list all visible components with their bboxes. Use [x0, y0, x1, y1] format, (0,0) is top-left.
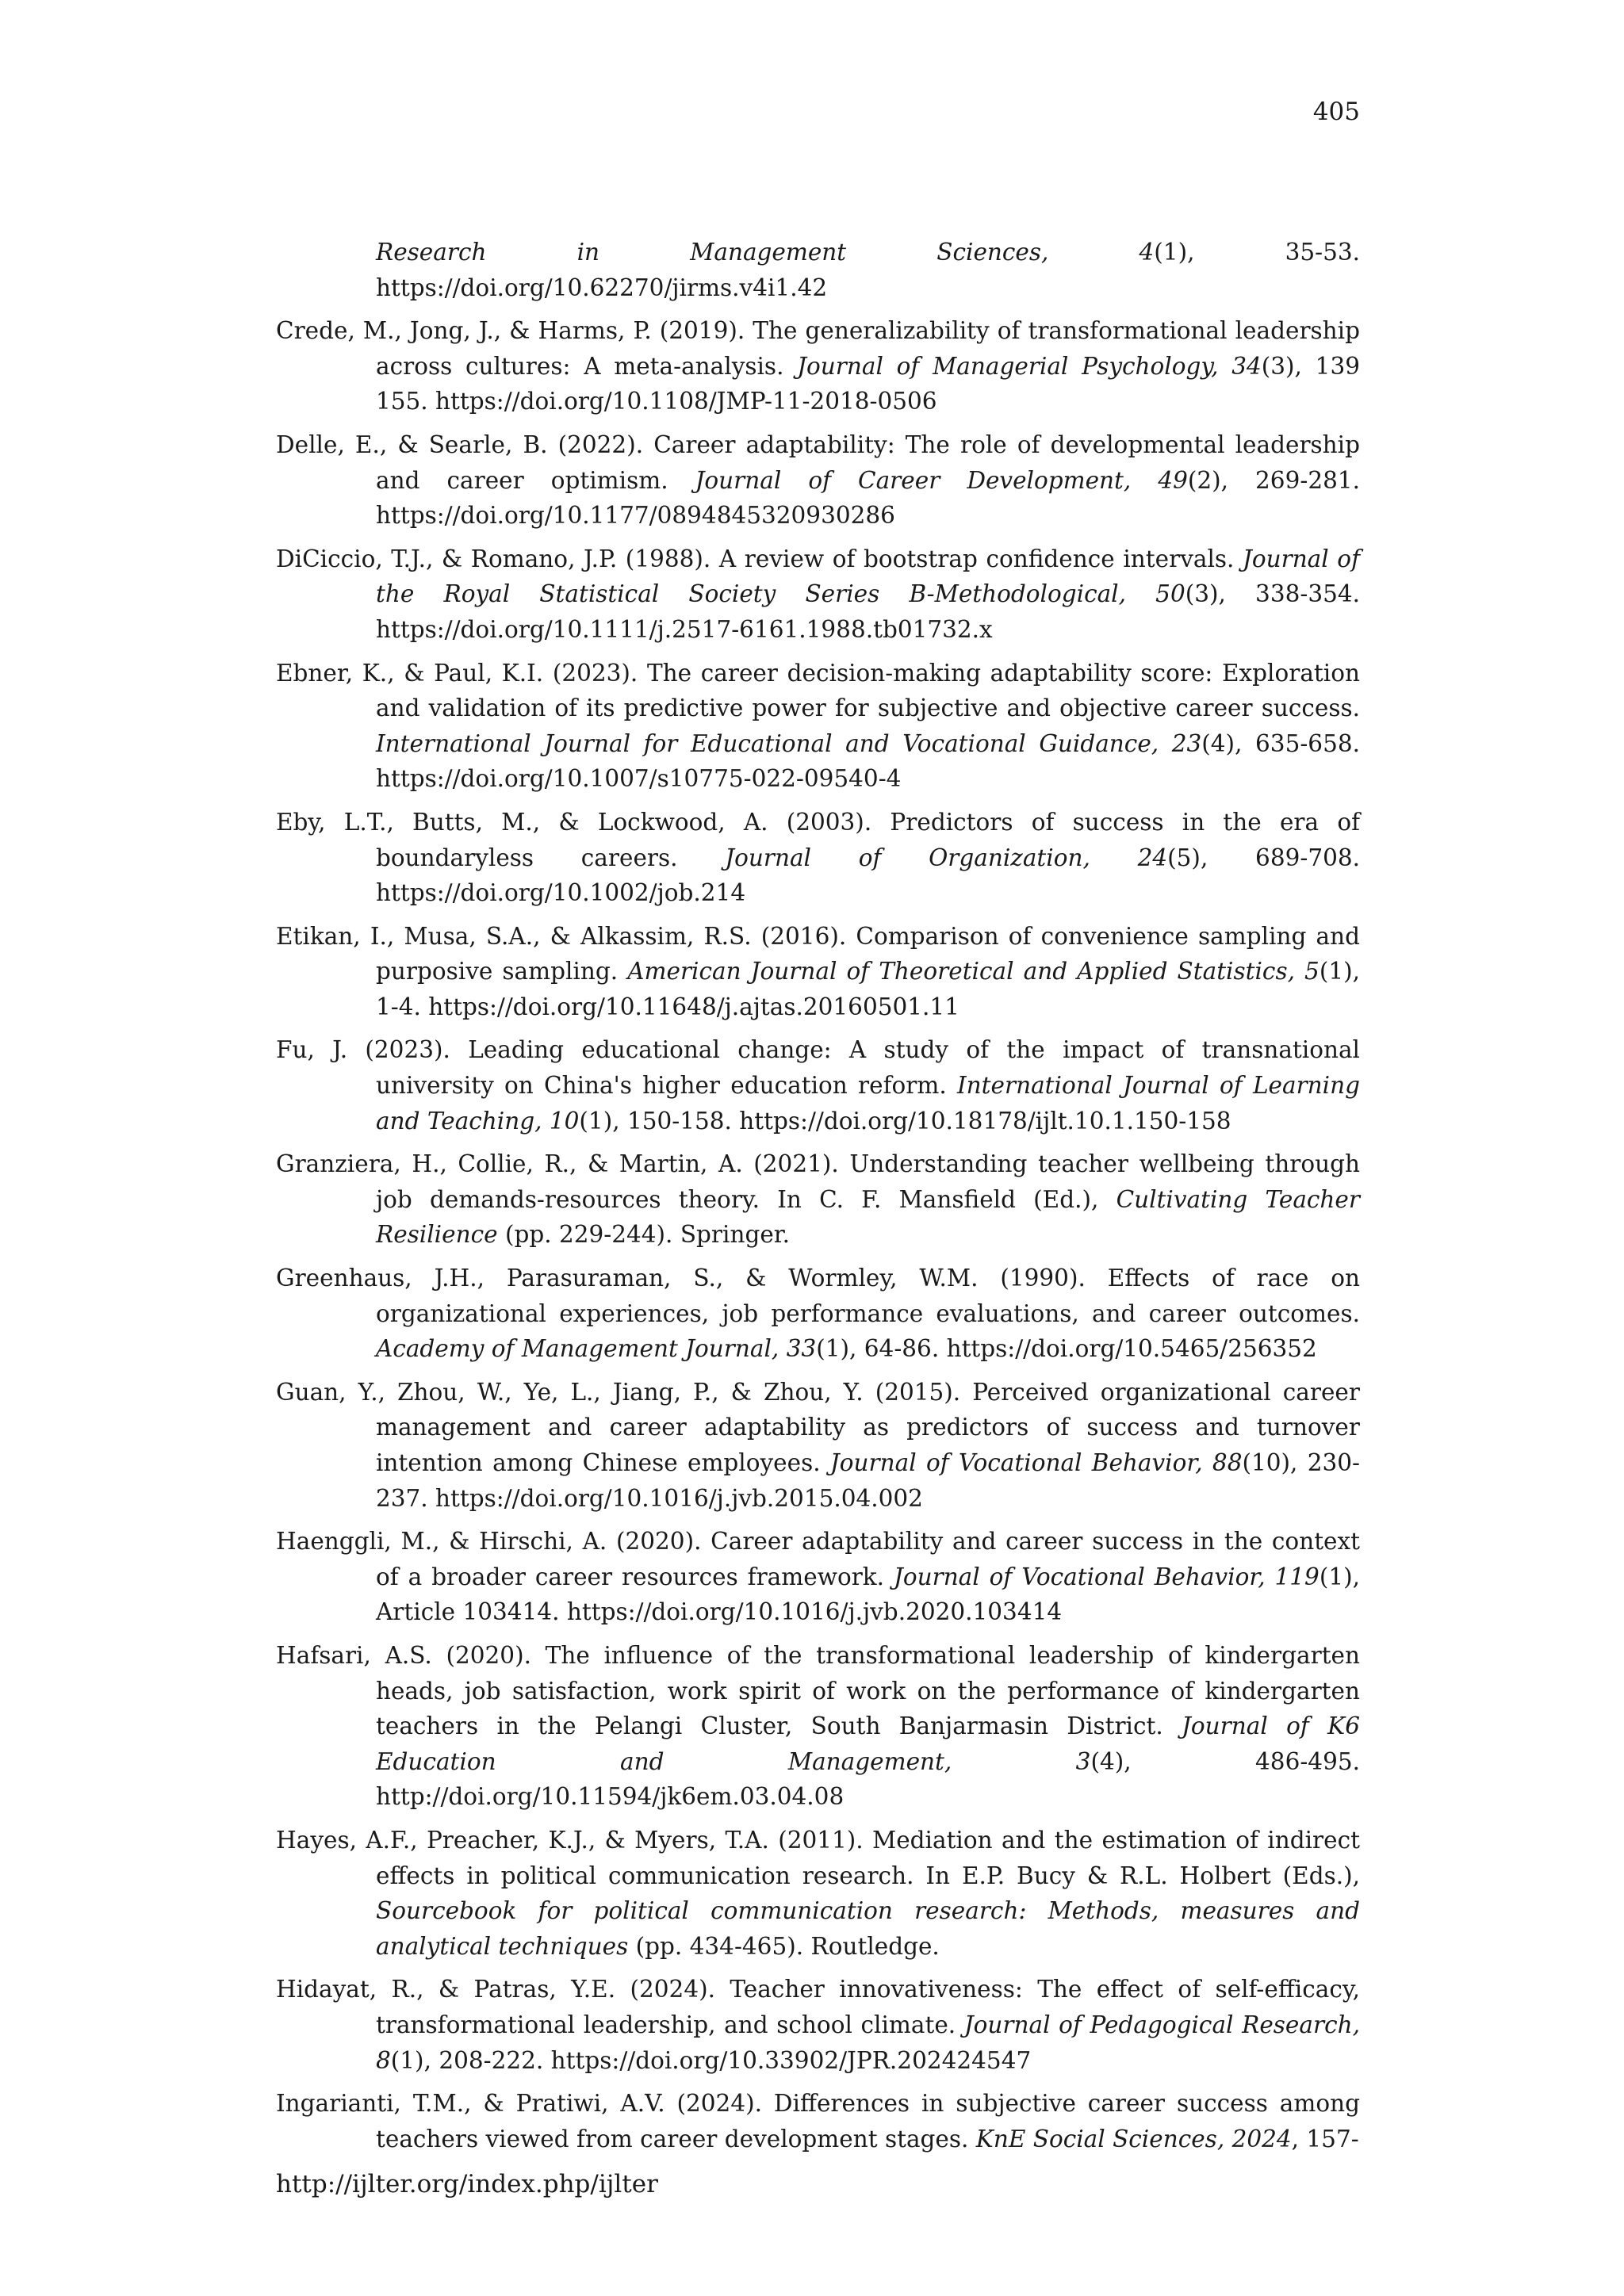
- reference-tail: (1), 208-222. https://doi.org/10.33902/JPR.202424547: [390, 2046, 1032, 2074]
- reference-volume: 8: [376, 2046, 391, 2074]
- reference-tail: (4), 635-658. https://doi.org/10.1007/s10775-022-09540-4: [376, 729, 1360, 793]
- reference-tail: (1), 1-4. https://doi.org/10.11648/j.ajtas.20160501.11: [376, 958, 1360, 1020]
- reference-entry: [276, 1823, 1360, 1964]
- reference-volume: 5: [1294, 958, 1320, 985]
- reference-tail: , 157-: [1291, 2125, 1359, 2152]
- reference-entry: [276, 313, 1360, 419]
- reference-tail: (1), 35-53. https://doi.org/10.62270/jirms.v4i1.42: [376, 239, 1360, 301]
- reference-text: Hidayat, R., & Patras, Y.E. (2024). Teacher innovativeness: The effect of self-efficacy, transformational leadership, and school climate.: [276, 1976, 1360, 2038]
- reference-text: Hayes, A.F., Preacher, K.J., & Myers, T.A. (2011). Mediation and the estimation of indirect effects in political communication research. In E.P. Bucy & R.L. Holbert (Eds.),: [276, 1826, 1360, 1889]
- reference-source-title: International Journal of Learning and Teaching,: [376, 1072, 1360, 1135]
- reference-text: DiCiccio, T.J., & Romano, J.P. (1988). A review of bootstrap confidence intervals.: [276, 545, 1243, 572]
- reference-tail: (1), 64-86. https://doi.org/10.5465/256352: [816, 1335, 1317, 1363]
- footer-url[interactable]: http://ijlter.org/index.php/ijlter: [276, 2170, 658, 2198]
- reference-entry: [276, 1261, 1360, 1367]
- reference-source-title: Journal of Managerial Psychology,: [797, 352, 1219, 380]
- reference-source-title: Academy of Management Journal,: [376, 1335, 779, 1363]
- reference-source-title: American Journal of Theoretical and Applied Statistics,: [627, 958, 1295, 985]
- reference-entry: [276, 656, 1360, 797]
- reference-volume: 33: [779, 1335, 817, 1363]
- reference-text: Hafsari, A.S. (2020). The influence of the transformational leadership of kindergarten heads, job satisfaction, work spirit of work on the performance of kindergarten teachers in the Pelangi Cluster, South Banjarmasin District.: [276, 1641, 1360, 1740]
- reference-text: Fu, J. (2023). Leading educational change: A study of the impact of transnational university on China's higher education reform.: [276, 1036, 1360, 1100]
- reference-source-title: Journal of Vocational Behavior,: [894, 1563, 1266, 1590]
- reference-tail: (4), 486-495. http://doi.org/10.11594/jk6em.03.04.08: [376, 1747, 1360, 1811]
- reference-tail: (10), 230-237. https://doi.org/10.1016/j.jvb.2015.04.002: [376, 1449, 1360, 1512]
- reference-text: Haenggli, M., & Hirschi, A. (2020). Career adaptability and career success in the context of a broader career resources framework.: [276, 1528, 1360, 1590]
- reference-volume: 3: [952, 1747, 1091, 1775]
- reference-source-title: Journal of Career Development,: [695, 466, 1132, 494]
- reference-tail: (pp. 229-244). Springer.: [497, 1221, 791, 1249]
- reference-entry: [276, 1638, 1360, 1815]
- reference-volume: 88: [1202, 1449, 1243, 1476]
- reference-source-title: KnE Social Sciences,: [975, 2125, 1225, 2152]
- reference-volume: 24: [1090, 844, 1168, 871]
- reference-entry: [276, 2086, 1360, 2156]
- reference-entry: [276, 235, 1360, 305]
- reference-entry: [276, 1972, 1360, 2078]
- reference-tail: (1), 150-158. https://doi.org/10.18178/ijlt.10.1.150-158: [579, 1107, 1231, 1135]
- reference-entry: [276, 1146, 1360, 1253]
- reference-text: Delle, E., & Searle, B. (2022). Career adaptability: The role of developmental leadership and career optimism.: [276, 430, 1360, 494]
- reference-entry: [276, 541, 1360, 648]
- reference-text: Etikan, I., Musa, S.A., & Alkassim, R.S. (2016). Comparison of convenience sampling and purposive sampling.: [276, 922, 1360, 985]
- reference-source-title: Cultivating Teacher Resilience: [376, 1185, 1360, 1249]
- reference-text: Ingarianti, T.M., & Pratiwi, A.V. (2024). Differences in subjective career success among teachers viewed from career development stages.: [276, 2090, 1360, 2152]
- reference-tail: (1), Article 103414. https://doi.org/10.1016/j.jvb.2020.103414: [376, 1563, 1360, 1626]
- reference-text: Greenhaus, J.H., Parasuraman, S., & Wormley, W.M. (1990). Effects of race on organizational experiences, job performance evaluations, and career outcomes.: [276, 1265, 1360, 1327]
- reference-volume: 50: [1126, 580, 1185, 608]
- reference-source-title: Journal of Pedagogical Research,: [963, 2011, 1360, 2038]
- reference-entry: [276, 1524, 1360, 1630]
- reference-source-title: Research in Management Sciences,: [376, 239, 1049, 266]
- reference-entry: [276, 1032, 1360, 1138]
- reference-source-title: Journal of K6 Education and Management,: [376, 1712, 1360, 1775]
- reference-tail: (3), 139 155. https://doi.org/10.1108/JMP-11-2018-0506: [376, 352, 1360, 415]
- reference-volume: 34: [1218, 352, 1262, 380]
- reference-text: Ebner, K., & Paul, K.I. (2023). The career decision-making adaptability score: Exploration and validation of its predictive power for subjective and objective career success.: [276, 659, 1360, 722]
- reference-entry: [276, 919, 1360, 1025]
- reference-tail: (pp. 434-465). Routledge.: [628, 1932, 940, 1960]
- reference-source-title: Journal of the Royal Statistical Society Series B-Methodological,: [376, 545, 1360, 608]
- reference-source-title: Journal of Vocational Behavior,: [829, 1449, 1203, 1476]
- reference-text: Eby, L.T., Butts, M., & Lockwood, A. (2003). Predictors of success in the era of boundaryless careers.: [276, 808, 1360, 871]
- reference-entry: [276, 805, 1360, 911]
- reference-volume: 2024: [1224, 2125, 1292, 2152]
- reference-source-title: International Journal for Educational and Vocational Guidance,: [376, 729, 1159, 757]
- reference-entry: [276, 427, 1360, 534]
- reference-text: Granziera, H., Collie, R., & Martin, A. (2021). Understanding teacher wellbeing through job demands-resources theory. In C. F. Mansfield (Ed.),: [276, 1150, 1360, 1213]
- reference-source-title: Journal of Organization,: [725, 844, 1090, 871]
- reference-entry: [276, 1375, 1360, 1516]
- reference-list: [276, 235, 1360, 2164]
- reference-tail: (2), 269-281. https://doi.org/10.1177/0894845320930286: [376, 466, 1360, 530]
- reference-volume: 23: [1159, 729, 1202, 757]
- reference-tail: (5), 689-708. https://doi.org/10.1002/job.214: [376, 844, 1361, 907]
- reference-source-title: Sourcebook for political communication research: Methods, measures and analytical techniques: [376, 1897, 1360, 1960]
- reference-text: Crede, M., Jong, J., & Harms, P. (2019). The generalizability of transformational leadership across cultures: A meta-analysis.: [276, 317, 1360, 380]
- reference-volume: 4: [1048, 239, 1155, 266]
- page-number: 405: [1312, 98, 1360, 126]
- reference-text: Guan, Y., Zhou, W., Ye, L., Jiang, P., & Zhou, Y. (2015). Perceived organizational career management and career adaptability as predictors of success and turnover intention among Chinese employees.: [276, 1378, 1360, 1476]
- reference-volume: 10: [542, 1107, 580, 1135]
- reference-tail: (3), 338-354. https://doi.org/10.1111/j.2517-6161.1988.tb01732.x: [376, 580, 1361, 643]
- reference-volume: 49: [1131, 466, 1188, 494]
- reference-volume: 119: [1265, 1563, 1320, 1590]
